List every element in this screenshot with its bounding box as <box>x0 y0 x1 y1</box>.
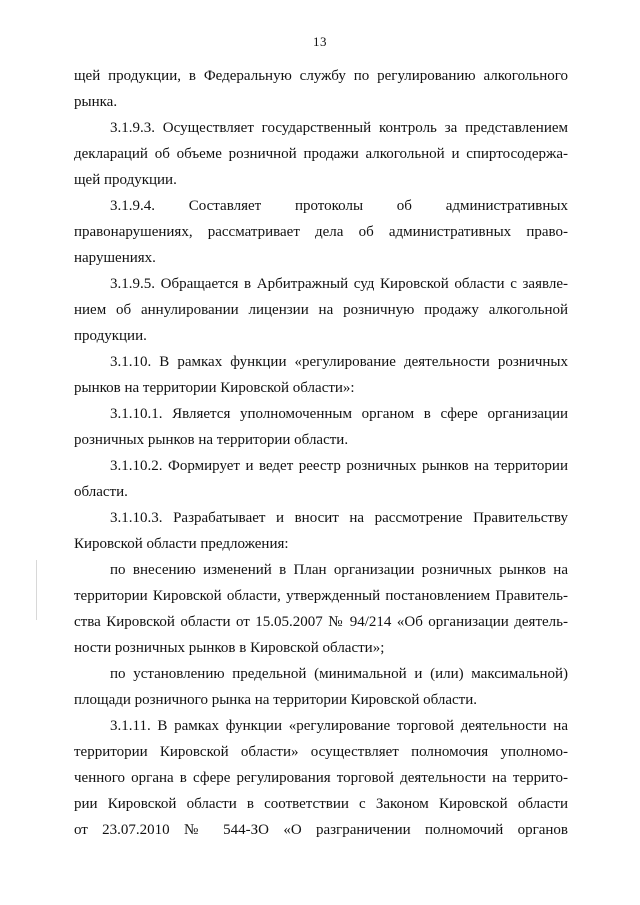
margin-scan-mark <box>36 560 37 620</box>
text-line: 3.1.9.5. Обращается в Арбитражный суд Кировской области с заявле- <box>110 276 568 292</box>
document-body <box>74 63 568 843</box>
text-line: рии Кировской области в соответствии с Законом Кировской области <box>74 796 568 812</box>
text-line: территории Кировской области, утвержденный постановлением Правитель- <box>74 588 568 604</box>
text-line: 3.1.10.1. Является уполномоченным органом в сфере организации <box>110 406 568 422</box>
text-line: 3.1.10.3. Разрабатывает и вносит на рассмотрение Правительству <box>110 510 568 526</box>
text-line: площади розничного рынка на территории Кировской области. <box>74 692 478 708</box>
text-line: ченного органа в сфере регулирования торговой деятельности на террито- <box>74 770 568 786</box>
text-line: области. <box>74 484 128 500</box>
text-line: нием об аннулировании лицензии на розничную продажу алкогольной <box>74 302 568 318</box>
text-line: рынка. <box>74 94 118 110</box>
text-line: 3.1.10.2. Формирует и ведет реестр розничных рынков на территории <box>110 458 568 474</box>
text-line: деклараций об объеме розничной продажи алкогольной и спиртосодержа- <box>74 146 568 162</box>
text-line: 3.1.11. В рамках функции «регулирование торговой деятельности на <box>110 718 568 734</box>
text-line: щей продукции, в Федеральную службу по регулированию алкогольного <box>74 68 568 84</box>
text-line: по установлению предельной (минимальной и (или) максимальной) <box>110 666 568 682</box>
text-line: ности розничных рынков в Кировской области»; <box>74 640 385 656</box>
text-line: Кировской области предложения: <box>74 536 289 552</box>
text-line: розничных рынков на территории области. <box>74 432 349 448</box>
text-line: 3.1.9.4. Составляет протоколы об административных <box>110 198 568 214</box>
text-line: щей продукции. <box>74 172 177 188</box>
text-line: 3.1.9.3. Осуществляет государственный контроль за представлением <box>110 120 568 136</box>
page-number: 13 <box>313 34 327 49</box>
text-line: рынков на территории Кировской области»: <box>74 380 355 396</box>
text-line: от 23.07.2010 № 544-ЗО «О разграничении полномочий органов <box>74 822 568 838</box>
text-line: нарушениях. <box>74 250 156 266</box>
text-line: 3.1.10. В рамках функции «регулирование деятельности розничных <box>110 354 568 370</box>
text-line: правонарушениях, рассматривает дела об административных право- <box>74 224 568 240</box>
text-line: по внесению изменений в План организации розничных рынков на <box>110 562 568 578</box>
text-line: продукции. <box>74 328 147 344</box>
text-line: ства Кировской области от 15.05.2007 № 94/214 «Об организации деятель- <box>74 614 568 630</box>
text-line: территории Кировской области» осуществляет полномочия уполномо- <box>74 744 568 760</box>
